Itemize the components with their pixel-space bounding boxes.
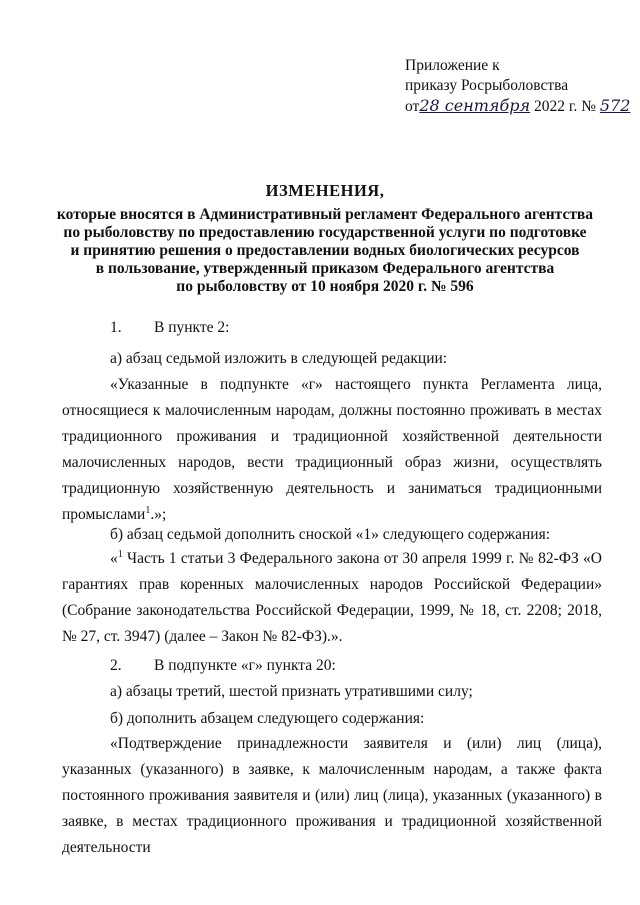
footnote-open-quote: « <box>110 550 118 567</box>
item-2-heading <box>62 653 602 679</box>
document-title <box>40 182 610 296</box>
item-1-b: б) абзац седьмой дополнить сноской «1» следующего содержания: <box>110 526 551 543</box>
footnote-marker: 1 <box>117 548 123 560</box>
item-2-a: а) абзацы третий, шестой признать утратившими силу; <box>110 683 473 700</box>
item-1-quote <box>62 372 602 528</box>
item-1-a: а) абзац седьмой изложить в следующей редакции: <box>110 350 448 367</box>
annex-from-prefix: от <box>405 98 420 115</box>
title-line-2: по рыболовству по предоставлению государственной услуги по подготовке <box>63 224 587 241</box>
annex-line-1: Приложение к <box>405 57 500 74</box>
annex-line-2: приказу Росрыболовства <box>405 77 569 94</box>
title-line-4: в пользование, утвержденный приказом Федерального агентства <box>95 260 555 277</box>
item-2-b: б) дополнить абзацем следующего содержания: <box>110 710 425 727</box>
annex-year: 2022 г. № <box>533 98 597 115</box>
annex-block <box>405 56 630 117</box>
item-1-heading <box>62 315 602 341</box>
title-line-5: по рыболовству от 10 ноября 2020 г. № 596 <box>176 278 474 295</box>
title-heading: ИЗМЕНЕНИЯ, <box>265 181 385 200</box>
handwritten-number: 572 <box>599 96 631 115</box>
item-2-quote: «Подтверждение принадлежности заявителя и (или) лиц (лица), указанных (указанного) в заявке, к малочисленным народам, а также факта постоянного проживания заявителя и (или) лиц (лица), указанных (указанного) в заявке, в местах традиционного проживания и традиционной хозяйственной деятельности <box>62 735 602 856</box>
title-line-3: и принятию решения о предоставлении водных биологических ресурсов <box>70 242 580 259</box>
item-1-number: 1. <box>110 319 122 336</box>
annex-line-3 <box>405 96 630 117</box>
footnote-text: Часть 1 статьи 3 Федерального закона от 30 апреля 1999 г. № 82-ФЗ «О гарантиях прав коренных малочисленных народов Российской Федерации» (Собрание законодательства Российской Федерации, 1999, № 18, ст. 2208; 2018, № 27, ст. 3947) (далее – Закон № 82-ФЗ).». <box>62 550 602 645</box>
footnote-text-block <box>62 546 602 650</box>
item-2-number: 2. <box>110 657 122 674</box>
title-line-1: которые вносятся в Административный регламент Федерального агентства <box>56 206 594 223</box>
item-1-quote-footnote-ref: 1 <box>145 504 151 516</box>
item-2-text: В подпункте «г» пункта 20: <box>154 657 336 674</box>
item-1-quote-end: .»; <box>150 506 167 523</box>
item-1-text: В пункте 2: <box>154 319 230 336</box>
handwritten-date: 28 сентября <box>419 96 531 115</box>
item-1-quote-text: «Указанные в подпункте «г» настоящего пункта Регламента лица, относящиеся к малочисленным народам, должны постоянно проживать в местах традиционного проживания и традиционной хозяйственной деятельности малочисленных народов, вести традиционный образ жизни, осуществлять традиционную хозяйственную деятельность и заниматься традиционными промыслами <box>62 376 602 523</box>
